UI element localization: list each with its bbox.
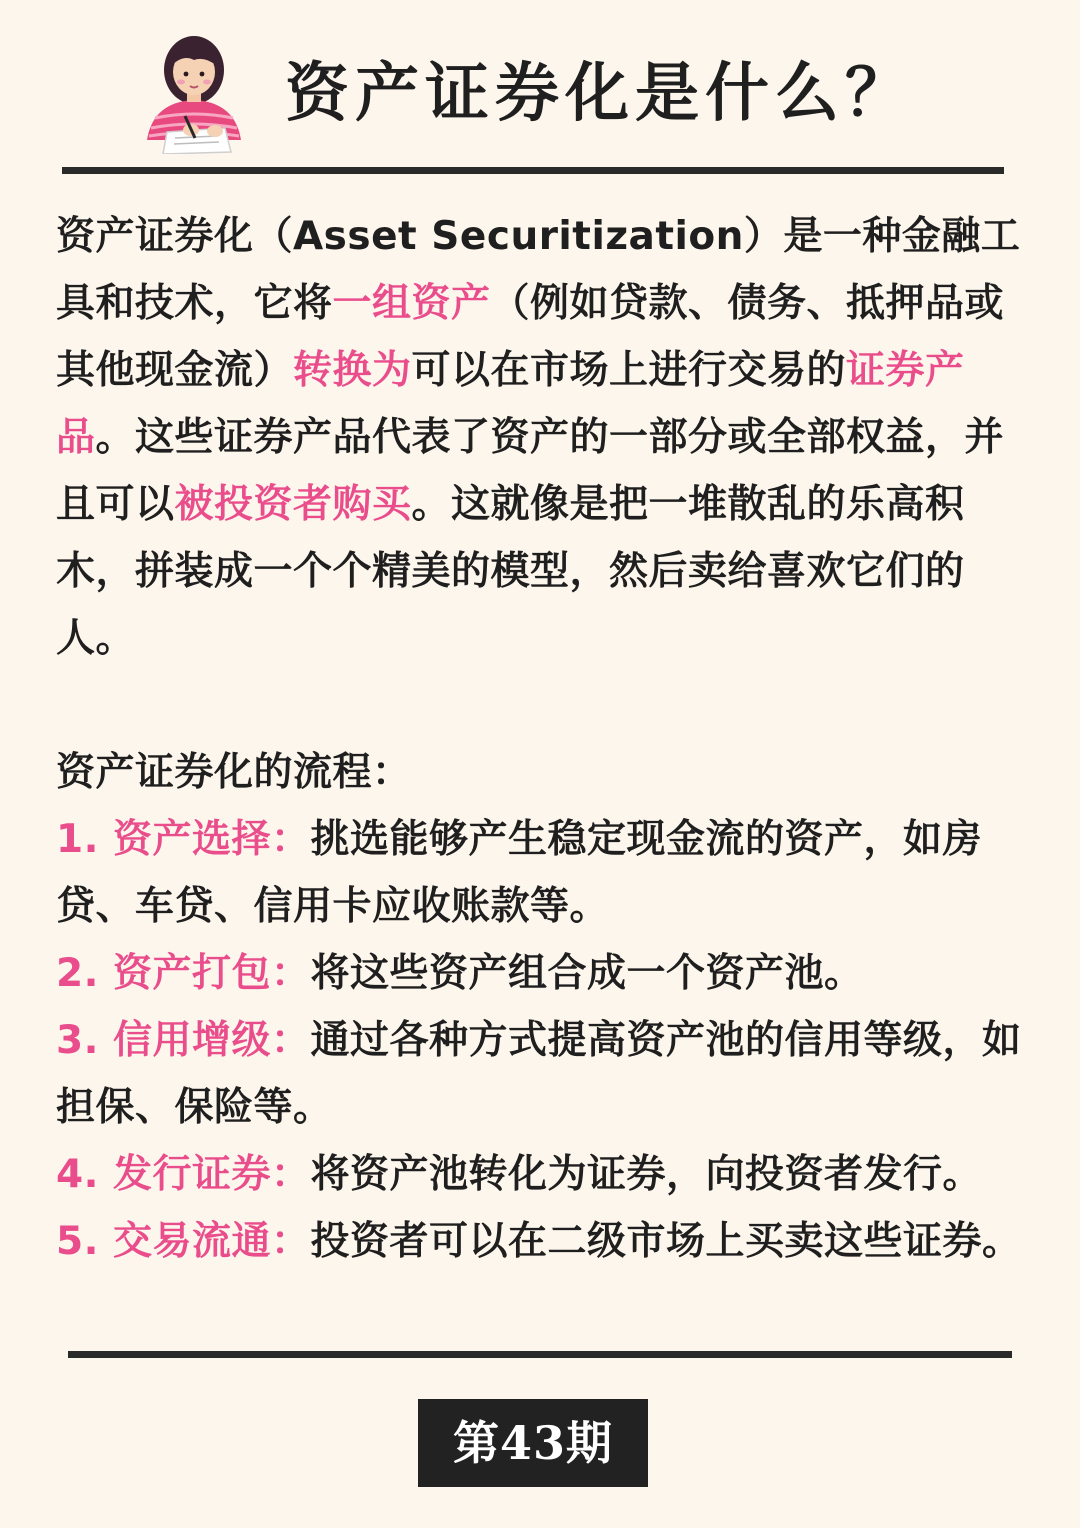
intro-text-1: 资产证券化（Asset Securitization）是一种金融工具和技术，它将: [56, 214, 1021, 326]
step-text: 将资产池转化为证券，向投资者发行。: [310, 1152, 983, 1197]
step-label: 1. 资产选择：: [56, 817, 311, 862]
intro-text-4: 。这些证券产品代表了资产的一部分或全部权益，并且可以: [56, 415, 1005, 527]
highlight-investor-purchase: 被投资者购买: [174, 482, 412, 527]
girl-writing-icon: [133, 30, 255, 154]
page-title: 资产证券化是什么？: [285, 57, 915, 131]
list-item: [56, 806, 1028, 940]
step-text: 挑选能够产生稳定现金流的资产，如房贷、车贷、信用卡应收账款等。: [56, 817, 983, 929]
intro-text-3: 可以在市场上进行交易的: [411, 348, 847, 393]
flow-heading: 资产证券化的流程：: [56, 750, 412, 795]
intro-text-2: （例如贷款、债务、抵押品或其他现金流）: [56, 281, 1005, 393]
bottom-divider: [68, 1351, 1012, 1358]
step-label: 3. 信用增级：: [56, 1018, 311, 1063]
step-text: 投资者可以在二级市场上买卖这些证券。: [310, 1219, 1022, 1264]
step-text: 将这些资产组合成一个资产池。: [310, 951, 864, 996]
list-item: [56, 940, 1028, 1007]
list-item: [56, 1208, 1028, 1275]
flow-steps-list: [56, 806, 1028, 1275]
header: [0, 22, 1080, 162]
highlight-security-product: 证券产品: [56, 348, 965, 460]
highlight-convert: 转换为: [293, 348, 412, 393]
intro-text-5: 。这就像是把一堆散乱的乐高积木，拼装成一个个精美的模型，然后卖给喜欢它们的人。: [56, 482, 965, 661]
step-text: 通过各种方式提高资产池的信用等级，如担保、保险等。: [56, 1018, 1022, 1130]
list-item: [56, 1141, 1028, 1208]
step-label: 4. 发行证券：: [56, 1152, 311, 1197]
intro-paragraph: [56, 203, 1028, 672]
top-divider: [62, 167, 1004, 174]
step-label: 5. 交易流通：: [56, 1219, 311, 1264]
list-item: [56, 1007, 1028, 1141]
step-label: 2. 资产打包：: [56, 951, 311, 996]
highlight-asset-group: 一组资产: [332, 281, 491, 326]
issue-badge: 第43期: [418, 1399, 648, 1487]
